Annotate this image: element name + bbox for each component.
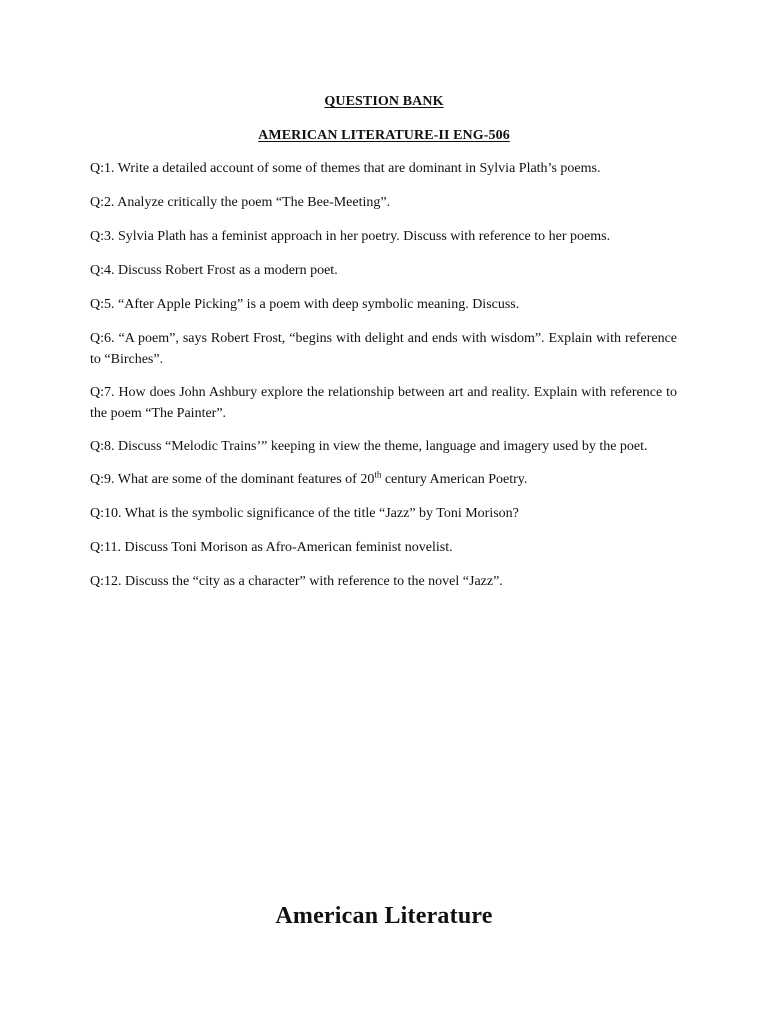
- footer-title: American Literature: [275, 903, 493, 929]
- course-subtitle: AMERICAN LITERATURE-II ENG-506: [258, 128, 510, 143]
- question-item: Q:2. Analyze critically the poem “The Bee-Meeting”.: [90, 195, 391, 210]
- question-item: Q:7. How does John Ashbury explore the relationship between art and reality. Explain with reference to the poem “The Painter”.: [90, 385, 677, 421]
- question-text-after-superscript: century American Poetry.: [381, 472, 528, 487]
- question-text-before-superscript: Q:9. What are some of the dominant features of 20: [90, 472, 375, 487]
- question-list: [90, 158, 677, 605]
- question-item: Q:8. Discuss “Melodic Trains’” keeping in view the theme, language and imagery used by the poet.: [90, 439, 648, 454]
- question-item: Q:3. Sylvia Plath has a feminist approach in her poetry. Discuss with reference to her poems.: [90, 229, 611, 244]
- question-item: Q:11. Discuss Toni Morison as Afro-American feminist novelist.: [90, 540, 453, 555]
- question-item: Q:4. Discuss Robert Frost as a modern poet.: [90, 263, 338, 278]
- page-title: QUESTION BANK: [324, 94, 444, 109]
- question-item: Q:5. “After Apple Picking” is a poem with deep symbolic meaning. Discuss.: [90, 297, 520, 312]
- ordinal-superscript: th: [374, 469, 382, 480]
- question-item: Q:6. “A poem”, says Robert Frost, “begins with delight and ends with wisdom”. Explain with reference to “Birches”.: [90, 331, 677, 367]
- question-item: [90, 469, 677, 490]
- question-item: Q:10. What is the symbolic significance of the title “Jazz” by Toni Morison?: [90, 506, 519, 521]
- question-item: Q:12. Discuss the “city as a character” with reference to the novel “Jazz”.: [90, 574, 503, 589]
- question-item: Q:1. Write a detailed account of some of themes that are dominant in Sylvia Plath’s poems.: [90, 161, 601, 176]
